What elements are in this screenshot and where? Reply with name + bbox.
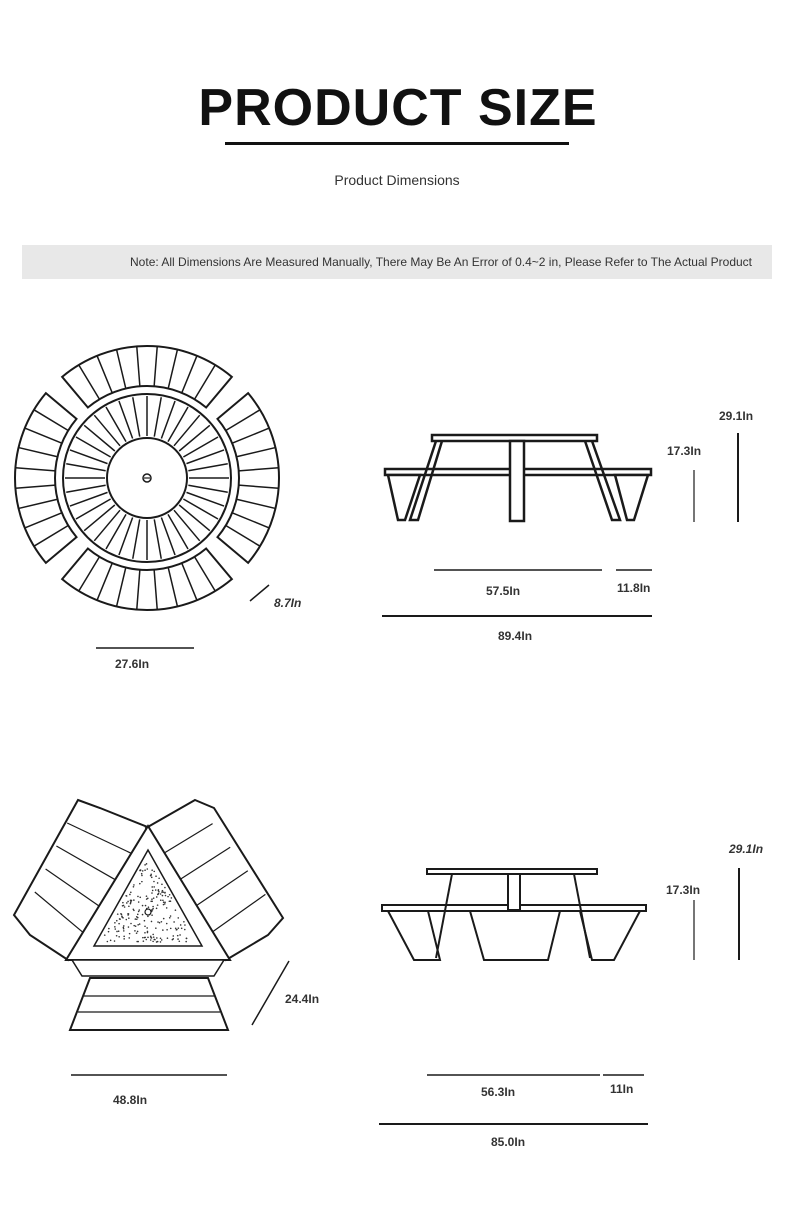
round-bench-slat	[232, 428, 269, 443]
hex-width-label: 48.8In	[113, 1093, 148, 1107]
round-left-bench-end	[388, 475, 420, 520]
page-subtitle: Product Dimensions	[334, 172, 460, 188]
round-bench-slat	[137, 346, 140, 386]
round-bench-slat	[117, 568, 126, 607]
round-tabletop-slat	[188, 485, 227, 492]
round-seat-length-label: 27.6In	[115, 657, 150, 671]
round-bench-slat	[25, 513, 62, 528]
round-tabletop-slat	[179, 505, 210, 531]
hex-bench-end-left	[388, 911, 440, 960]
round-bench-slat	[237, 499, 276, 508]
round-bench-depth-label: 11.8In	[617, 581, 651, 595]
round-table-side-view	[385, 435, 651, 521]
hex-bench-bottom	[70, 978, 228, 1030]
round-tabletop-slat	[94, 415, 120, 446]
round-bench-slat	[15, 485, 55, 488]
round-bench-slat	[195, 557, 216, 591]
round-bench-slat	[239, 485, 279, 488]
round-bench-slat	[168, 568, 177, 607]
umbrella-hole	[145, 909, 151, 915]
round-bench-slat	[137, 570, 140, 610]
round-total-width-label: 89.4In	[498, 629, 533, 643]
round-bench-slat	[97, 356, 112, 393]
page-title: PRODUCT SIZE	[198, 79, 598, 137]
round-bench-slat	[182, 563, 197, 600]
round-bench-slat	[79, 557, 100, 591]
round-bench-slat	[15, 468, 55, 471]
round-tabletop-slat	[174, 510, 200, 541]
round-tabletop-slat	[133, 519, 140, 558]
round-bench-slat	[237, 448, 276, 457]
round-bench-slat	[168, 350, 177, 389]
round-tabletop-slat	[66, 464, 105, 471]
round-bench-slat	[19, 448, 58, 457]
round-tabletop-slat	[84, 505, 115, 531]
hex-bench-depth-label: 11In	[610, 1082, 634, 1096]
round-bench-slat	[97, 563, 112, 600]
round-bench-width-label: 8.7In	[274, 596, 302, 610]
round-table-width-label: 57.5In	[486, 584, 521, 598]
round-bench-slat	[182, 356, 197, 393]
round-total-height-label: 29.1In	[719, 409, 754, 423]
round-right-bench-end	[615, 475, 648, 520]
hex-center-post	[508, 874, 520, 910]
round-seat-height-label: 17.3In	[667, 444, 702, 458]
round-table-top-view	[15, 346, 279, 610]
round-tabletop-slat	[154, 397, 161, 436]
round-tabletop-slat	[94, 510, 120, 541]
round-center-post	[510, 441, 524, 521]
round-bench-slat	[154, 570, 157, 610]
round-bench-slat	[117, 350, 126, 389]
round-tabletop-slat	[188, 464, 227, 471]
round-bench-slat	[79, 365, 100, 399]
hex-seat-height-label: 17.3In	[666, 883, 701, 897]
round-bench-slat	[226, 526, 260, 547]
round-bench-slat	[226, 410, 260, 431]
round-bench-slat	[19, 499, 58, 508]
round-bench-slat	[34, 526, 68, 547]
hex-table-width-label: 56.3In	[481, 1085, 516, 1099]
round-tabletop-slat	[174, 415, 200, 446]
note-text: Note: All Dimensions Are Measured Manually, There May Be An Error of 0.4~2 in, Please Refer to The Actual Product	[130, 255, 752, 269]
hex-total-height-label: 29.1In	[729, 842, 764, 856]
hex-table-side-view	[382, 869, 646, 960]
round-tabletop-slat	[66, 485, 105, 492]
round-tabletop-slat	[179, 425, 210, 451]
round-tabletop-slat	[133, 397, 140, 436]
round-right-leg	[585, 441, 620, 520]
round-bench-slat	[34, 410, 68, 431]
hex-side-length-label: 24.4In	[285, 992, 320, 1006]
round-bench-slat	[195, 365, 216, 399]
hex-table-top-view	[14, 800, 283, 1030]
round-bench-slat	[154, 346, 157, 386]
round-tabletop-slat	[84, 425, 115, 451]
round-bench-slat	[239, 468, 279, 471]
hex-bench-end-center	[470, 911, 560, 960]
round-bench-slat	[25, 428, 62, 443]
round-dimension-lines	[96, 433, 738, 648]
round-tabletop-slat	[154, 519, 161, 558]
round-bench-slat	[232, 513, 269, 528]
hex-total-width-label: 85.0In	[491, 1135, 526, 1149]
